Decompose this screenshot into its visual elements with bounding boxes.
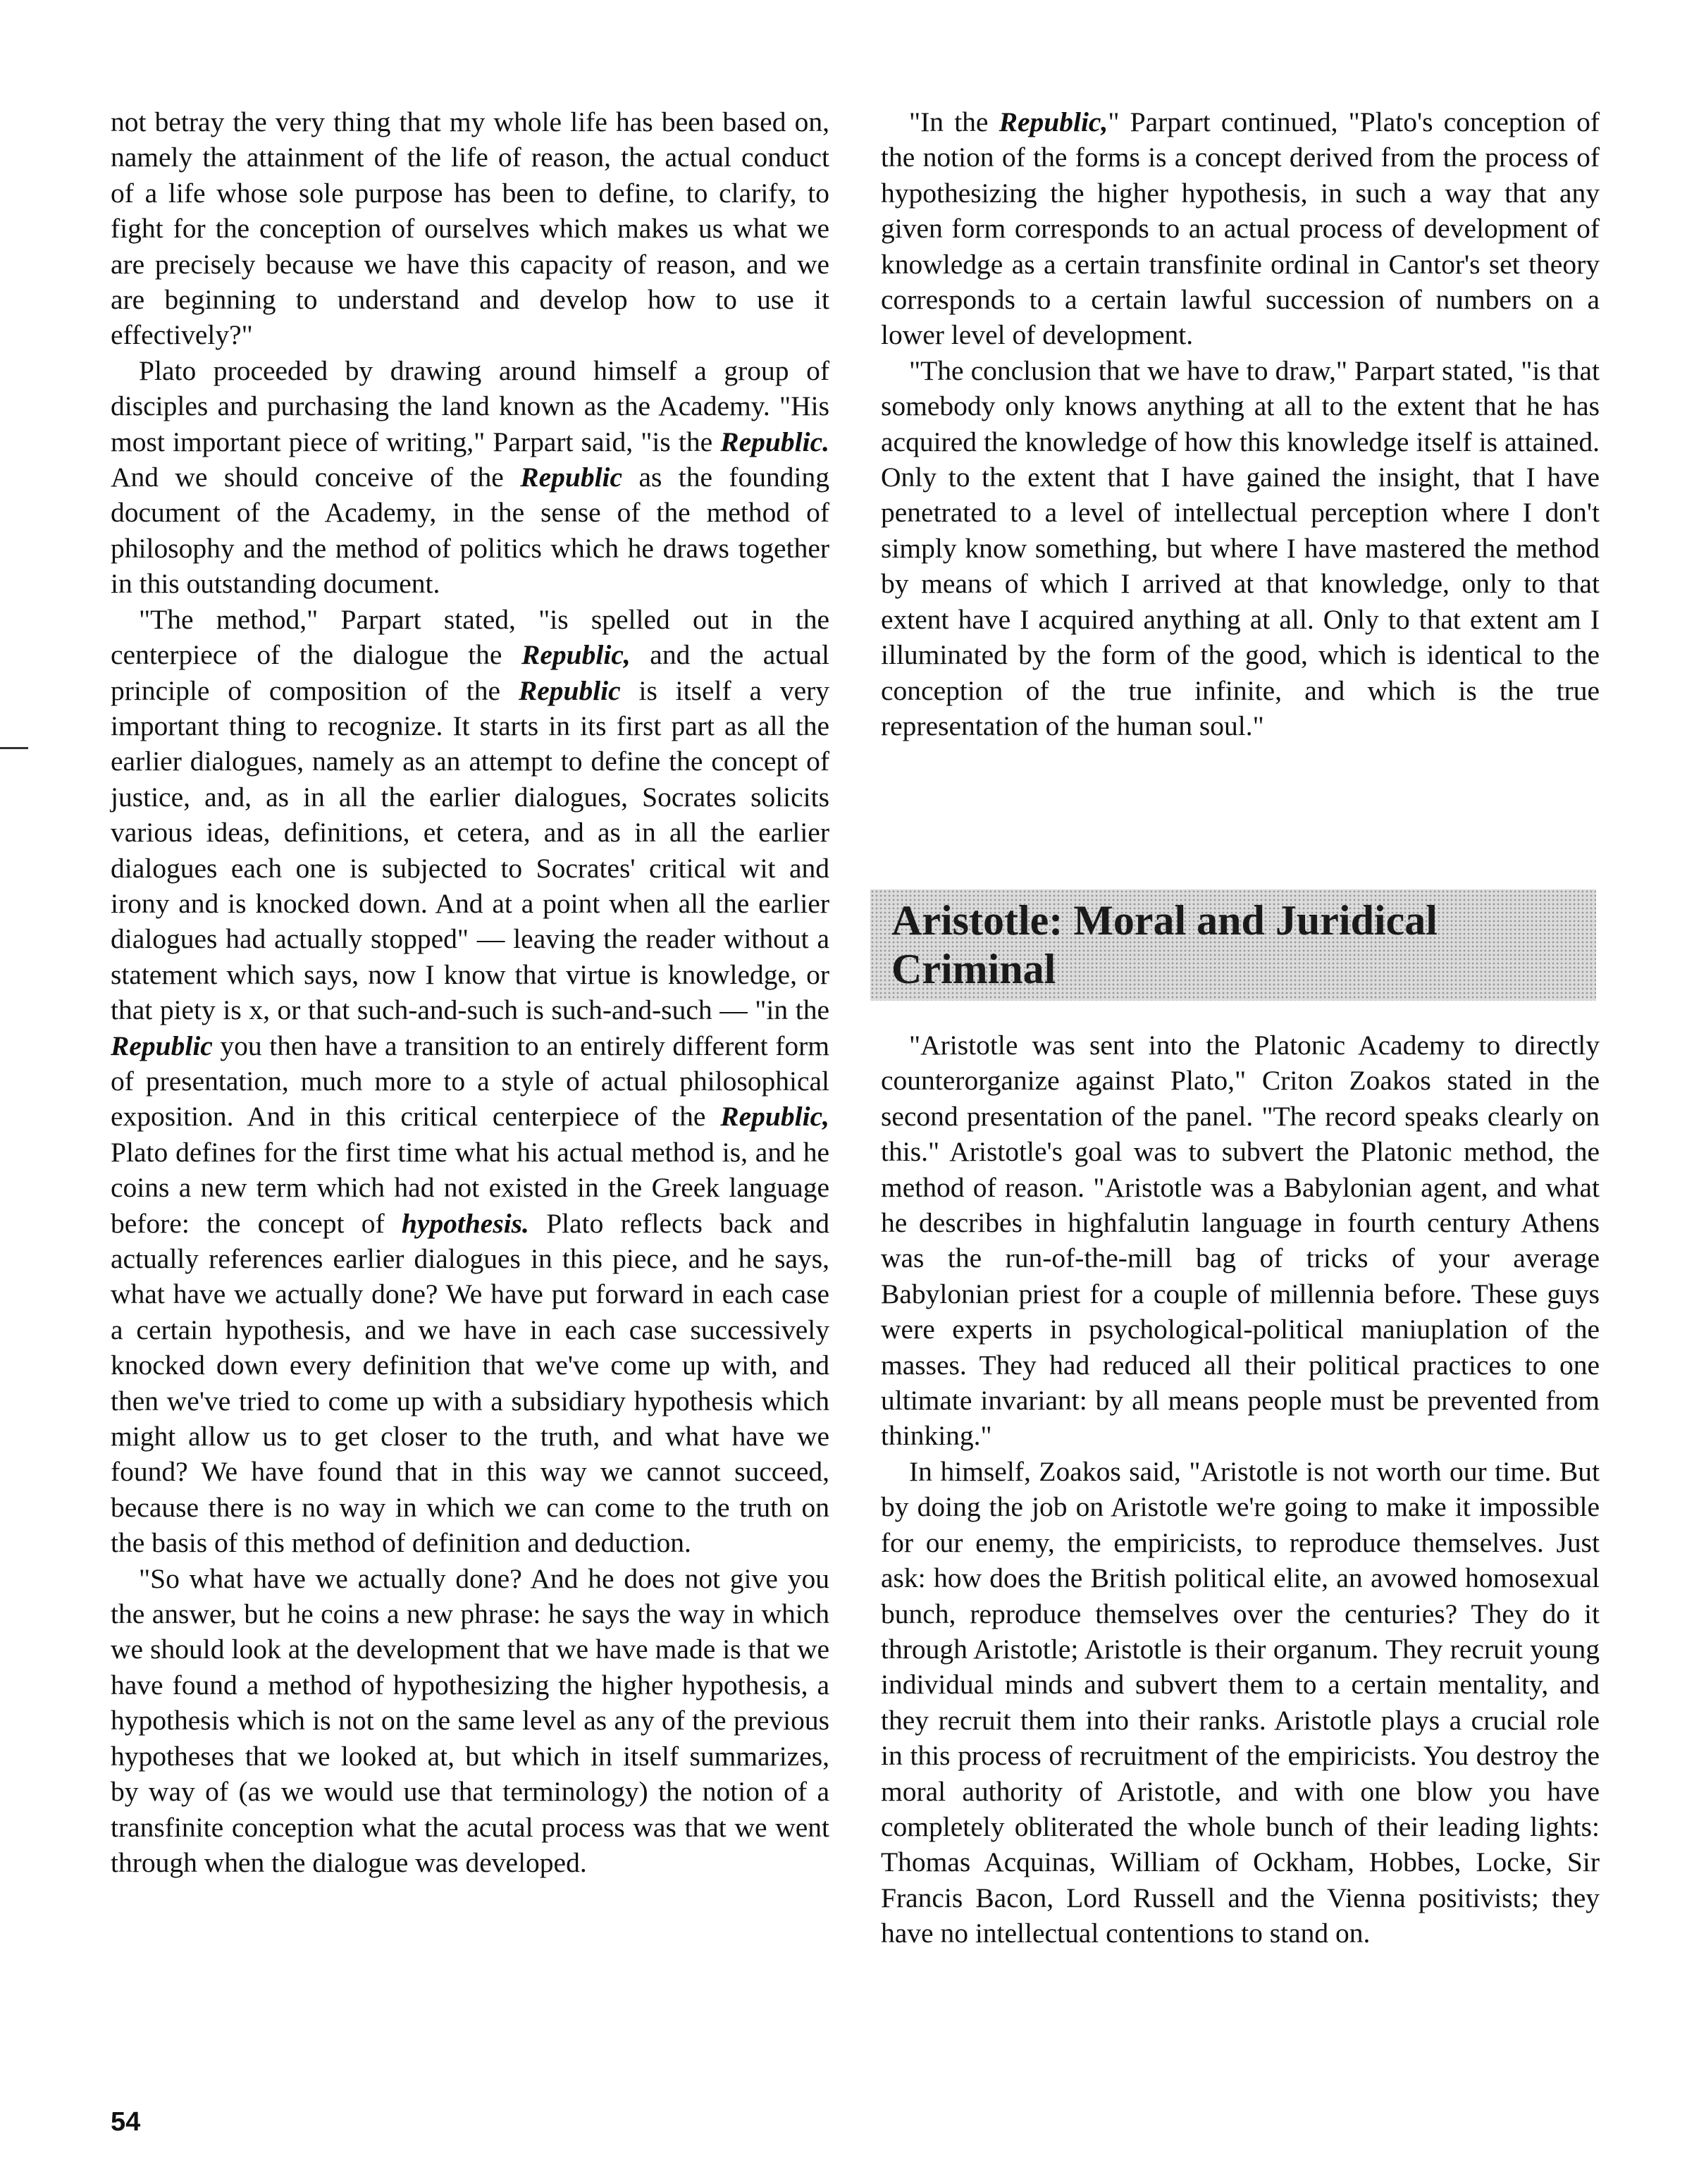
left-paragraph-1: not betray the very thing that my whole life has been based on, namely the attainment of the life of reason, the actual conduct of a life whose sole purpose has been to define, to clarify, to fight for the conception of ourselves which makes us what we are precisely because we have this capacity of reason, and we are beginning to understand and develop how to use it effectively?" [111,106,829,351]
right-paragraph-2: "The conclusion that we have to draw," Parpart stated, "is that somebody only knows anything at all to the extent that he has acquired the knowledge of how this knowledge itself is attained. Only to the extent that I have gained the insight, that I have penetrated to a level of intellectual perception where I don't simply know something, but where I have mastered the method by means of which I arrived at that knowledge, only to that extent have I acquired anything at all. Only to that extent am I illuminated by the form of the good, which is identical to the conception of the true infinite, and which is the true representation of the human soul." [881,354,1600,741]
margin-mark [0,747,28,749]
page-number: 54 [111,2107,141,2137]
left-paragraph-2: Plato proceeded by drawing around himself a group of disciples and purchasing the land known as the Academy. "His most important piece of writing," Parpart said, "is the Republic. And we should conceive of the Republic as the founding document of the Academy, in the sense of the method of philosophy and the method of politics which he draws together in this outstanding document. [111,354,829,600]
right-column-top [881,104,1600,744]
left-paragraph-4: "So what have we actually done? And he does not give you the answer, but he coins a new phrase: he says the way in which we should look at the development that we have made is that we have found a method of hypothesizing the higher hypothesis, a hypothesis which is not on the same level as any of the previous hypotheses that we looked at, but which in itself summarizes, by way of (as we would use that terminology) the notion of a transfinite conception what the acutal process was that we went through when the dialogue was developed. [111,1562,829,1878]
subhead-title: Aristotle: Moral and Juridical Criminal [891,897,1438,992]
right-paragraph-3: "Aristotle was sent into the Platonic Academy to directly counterorganize against Plato," Criton Zoakos stated in the second presentation of the panel. "The record speaks clearly on this." Aristotle's goal was to subvert the Platonic method, the method of reason. "Aristotle was a Babylonian agent, and what he describes in highfalutin language in fourth century Athens was the run-of-the-mill bag of tricks of your average Babylonian priest for a couple of millennia before. These guys were experts in psychological-political maniuplation of the masses. They had reduced all their political practices to one ultimate invariant: by all means people must be prevented from thinking." [881,1030,1600,1452]
right-column-bottom [881,1028,1600,1951]
left-column [111,104,829,1880]
right-paragraph-4: In himself, Zoakos said, "Aristotle is not worth our time. But by doing the job on Aristotle we're going to make it impossible for our enemy, the empiricists, to reproduce themselves. Just ask: how does the British political elite, an avowed homosexual bunch, reproduce themselves over the centuries? They do it through Aristotle; Aristotle is their organum. They recruit young individual minds and subvert them to a certain mentality, and they recruit them into their ranks. Aristotle plays a crucial role in this process of recruitment of the empiricists. You destroy the moral authority of Aristotle, and with one blow you have completely obliterated the whole bunch of their leading lights: Thomas Acquinas, William of Ockham, Hobbes, Locke, Sir Francis Bacon, Lord Russell and the Vienna positivists; they have no intellectual contentions to stand on. [881,1455,1600,1949]
left-paragraph-3: "The method," Parpart stated, "is spelled out in the centerpiece of the dialogue the Republic, and the actual principle of composition of the Republic is itself a very important thing to recognize. It starts in its first part as all the earlier dialogues, namely as an attempt to define the concept of justice, and, as in all the earlier dialogues, Socrates solicits various ideas, definitions, et cetera, and as in all the earlier dialogues each one is subjected to Socrates' critical wit and irony and is knocked down. And at a point when all the earlier dialogues had actually stopped" — leaving the reader without a statement which says, now I know that virtue is knowledge, or that piety is x, or that such-and-such is such-and-such — "in the Republic you then have a transition to an entirely different form of presentation, much more to a style of actual philosophical exposition. And in this critical centerpiece of the Republic, Plato defines for the first time what his actual method is, and he coins a new term which had not existed in the Greek language before: the concept of hypothesis. Plato reflects back and actually references earlier dialogues in this piece, and he says, what have we actually done? We have put forward in each case a certain hypothesis, and we have in each case successively knocked down every definition that we've come up with, and then we've tried to come up with a subsidiary hypothesis which might allow us to get closer to the truth, and what have we found? We have found that in this way we cannot succeed, because there is no way in which we can come to the truth on the basis of this method of definition and deduction. [111,603,830,1559]
right-paragraph-1: "In the Republic," Parpart continued, "Plato's conception of the notion of the forms is a concept derived from the process of hypothesizing the higher hypothesis, in such a way that any given form corresponds to an actual process of development of knowledge as a certain transfinite ordinal in Cantor's set theory corresponds to a certain lawful succession of numbers on a lower level of development. [881,106,1600,351]
section-subhead [870,889,1596,1001]
